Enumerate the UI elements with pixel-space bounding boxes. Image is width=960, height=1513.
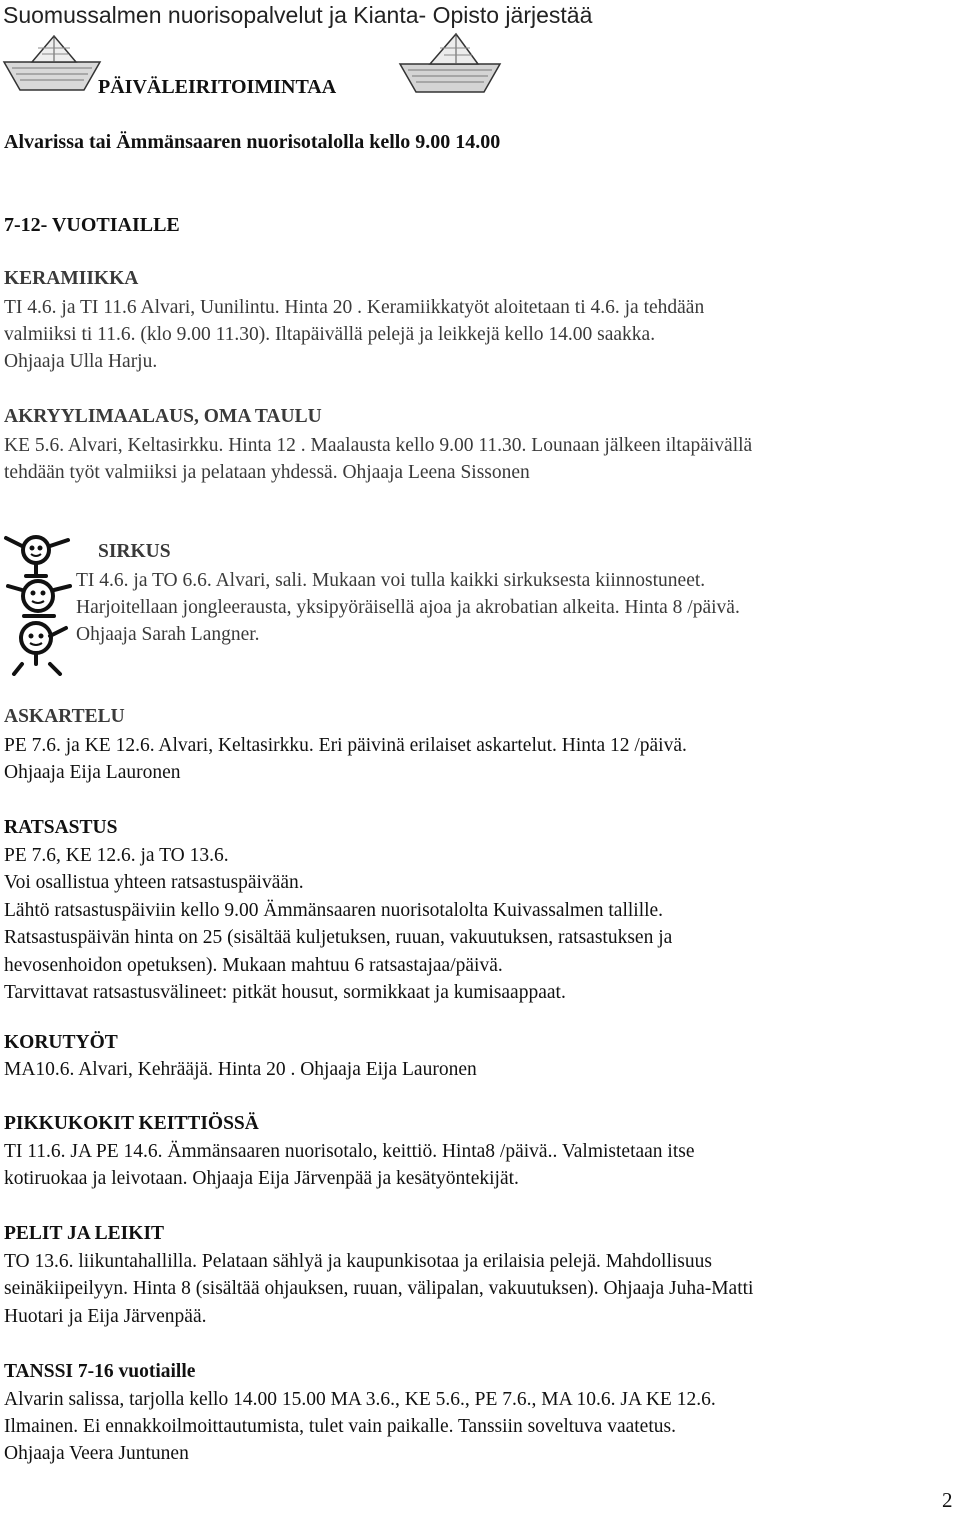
tanssi-line: Alvarin salissa, tarjolla kello 14.00 15.00 MA 3.6., KE 5.6., PE 7.6., MA 10.6. JA KE 12.6.	[4, 1389, 716, 1410]
ratsastus-line: hevosenhoidon opetuksen). Mukaan mahtuu 6 ratsastajaa/päivä.	[4, 955, 503, 976]
sirkus-line: TI 4.6. ja TO 6.6. Alvari, sali. Mukaan voi tulla kaikki sirkuksesta kiinnostuneet.	[76, 570, 706, 591]
paper-boat-icon	[398, 30, 502, 96]
keramiikka-line: TI 4.6. ja TI 11.6 Alvari, Uunilintu. Hinta 20 . Keramiikkatyöt aloitetaan ti 4.6. ja tehdään	[4, 297, 705, 318]
organizer-line: Suomussalmen nuorisopalvelut ja Kianta- Opisto järjestää	[3, 2, 593, 28]
stick-figures-icon	[2, 532, 82, 676]
pelit-line: TO 13.6. liikuntahallilla. Pelataan sählyä ja kaupunkisotaa ja erilaisia pelejä. Mahdollisuus	[4, 1251, 712, 1272]
age-group-line: 7-12- VUOTIAILLE	[4, 214, 180, 236]
pelit-line: seinäkiipeilyyn. Hinta 8 (sisältää ohjauksen, ruuan, välipalan, vakuutuksen). Ohjaaja Juha-Matti	[4, 1278, 754, 1299]
page-number: 2	[942, 1488, 953, 1512]
location-line: Alvarissa tai Ämmänsaaren nuorisotalolla kello 9.00 14.00	[4, 131, 501, 153]
ratsastus-line: Lähtö ratsastuspäiviin kello 9.00 Ämmänsaaren nuorisotalolta Kuivassalmen tallille.	[4, 900, 664, 921]
tanssi-line: Ohjaaja Veera Juntunen	[4, 1443, 189, 1464]
pelit-line: Huotari ja Eija Järvenpää.	[4, 1306, 207, 1327]
tanssi-line: Ilmainen. Ei ennakkoilmoittautumista, tulet vain paikalle. Tanssiin soveltuva vaatetus.	[4, 1416, 676, 1437]
akryyli-line: tehdään työt valmiiksi ja pelataan yhdessä. Ohjaaja Leena Sissonen	[4, 462, 530, 483]
section-title-akryyli: AKRYYLIMAALAUS, OMA TAULU	[4, 406, 322, 427]
askartelu-line: Ohjaaja Eija Lauronen	[4, 762, 181, 783]
section-title-pikkukokit: PIKKUKOKIT KEITTIÖSSÄ	[4, 1113, 259, 1134]
sirkus-line: Ohjaaja Sarah Langner.	[76, 624, 260, 645]
ratsastus-line: Tarvittavat ratsastusvälineet: pitkät housut, sormikkaat ja kumisaappaat.	[4, 982, 566, 1003]
section-title-keramiikka: KERAMIIKKA	[4, 268, 139, 289]
ratsastus-line: Ratsastuspäivän hinta on 25 (sisältää kuljetuksen, ruuan, vakuutuksen, ratsastuksen ja	[4, 927, 673, 948]
section-title-pelit: PELIT JA LEIKIT	[4, 1223, 165, 1244]
akryyli-line: KE 5.6. Alvari, Keltasirkku. Hinta 12 . Maalausta kello 9.00 11.30. Lounaan jälkeen iltapäivällä	[4, 435, 753, 456]
section-title-korutyot: KORUTYÖT	[4, 1032, 118, 1053]
page-title: PÄIVÄLEIRITOIMINTAA	[98, 76, 337, 98]
pikkukokit-line: TI 11.6. JA PE 14.6. Ämmänsaaren nuorisotalo, keittiö. Hinta8 /päivä.. Valmistetaan itse	[4, 1141, 695, 1162]
sirkus-line: Harjoitellaan jongleerausta, yksipyöräisellä ajoa ja akrobatian alkeita. Hinta 8 /päivä.	[76, 597, 740, 618]
section-title-askartelu: ASKARTELU	[4, 706, 125, 727]
ratsastus-line: Voi osallistua yhteen ratsastuspäivään.	[4, 872, 304, 893]
keramiikka-line: Ohjaaja Ulla Harju.	[4, 351, 158, 372]
askartelu-line: PE 7.6. ja KE 12.6. Alvari, Keltasirkku. Eri päivinä erilaiset askartelut. Hinta 12 /päivä.	[4, 735, 687, 756]
pikkukokit-line: kotiruokaa ja leivotaan. Ohjaaja Eija Järvenpää ja kesätyöntekijät.	[4, 1168, 519, 1189]
section-title-tanssi: TANSSI 7-16 vuotiaille	[4, 1361, 196, 1382]
korutyot-line: MA10.6. Alvari, Kehrääjä. Hinta 20 . Ohjaaja Eija Lauronen	[4, 1059, 477, 1080]
paper-boat-icon	[2, 32, 102, 94]
keramiikka-line: valmiiksi ti 11.6. (klo 9.00 11.30). Iltapäivällä pelejä ja leikkejä kello 14.00 saakka.	[4, 324, 656, 345]
section-title-ratsastus: RATSASTUS	[4, 817, 118, 838]
ratsastus-line: PE 7.6, KE 12.6. ja TO 13.6.	[4, 845, 229, 866]
section-title-sirkus: SIRKUS	[98, 541, 171, 562]
